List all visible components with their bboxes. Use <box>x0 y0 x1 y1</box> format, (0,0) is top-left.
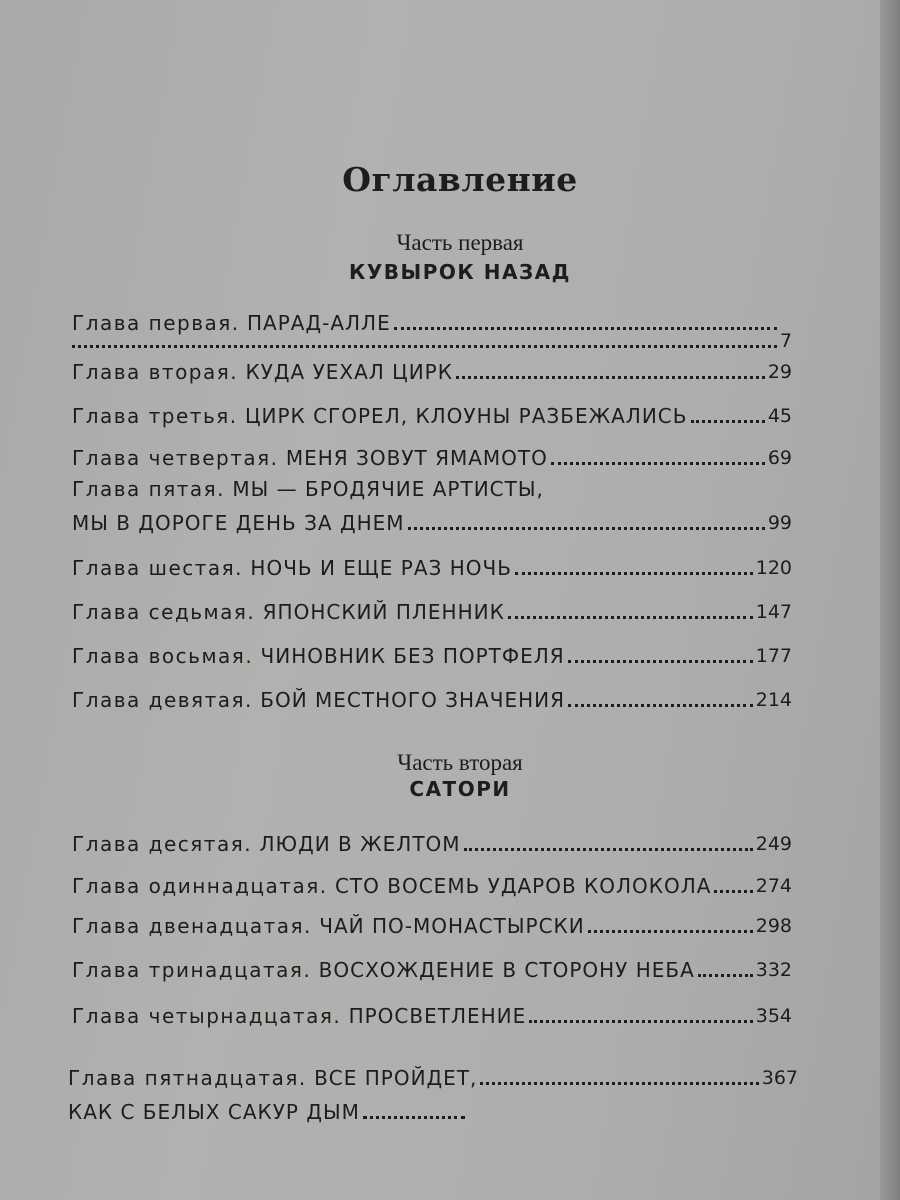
dot-leader <box>456 376 765 379</box>
chapter-prefix: Глава десятая. <box>72 832 253 856</box>
toc-entry-chapter-5 <box>72 477 792 535</box>
page-number: 120 <box>755 557 792 579</box>
page-number: 45 <box>767 405 792 427</box>
dot-leader <box>588 930 753 933</box>
page-number: 354 <box>755 1005 792 1027</box>
chapter-prefix: Глава пятая. <box>72 477 226 501</box>
chapter-title: БОЙ МЕСТНОГО ЗНАЧЕНИЯ <box>260 688 565 712</box>
chapter-title: МЫ — БРОДЯЧИЕ АРТИСТЫ, <box>232 477 544 501</box>
page-number: 332 <box>755 959 792 981</box>
page-number: 29 <box>767 361 792 383</box>
chapter-prefix: Глава восьмая. <box>72 644 254 668</box>
page-number: 99 <box>767 512 792 534</box>
page-number: 177 <box>755 645 792 667</box>
chapter-prefix: Глава четырнадцатая. <box>72 1004 342 1028</box>
dot-leader <box>363 1116 465 1119</box>
chapter-title-continued: КАК С БЕЛЫХ САКУР ДЫМ <box>68 1100 360 1124</box>
chapter-title: ЧАЙ ПО-МОНАСТЫРСКИ <box>319 914 585 938</box>
chapter-title: ВСЕ ПРОЙДЕТ, <box>314 1066 478 1090</box>
toc-entry-chapter-7 <box>72 600 792 624</box>
dot-leader <box>408 527 765 530</box>
dot-leader <box>698 974 753 977</box>
toc-entry-chapter-1-leader-line <box>72 329 792 353</box>
chapter-prefix: Глава пятнадцатая. <box>68 1066 307 1090</box>
chapter-title: КУДА УЕХАЛ ЦИРК <box>245 360 453 384</box>
dot-leader <box>568 660 753 663</box>
page-number: 7 <box>779 330 792 352</box>
dot-leader <box>508 616 753 619</box>
chapter-title: МЕНЯ ЗОВУТ ЯМАМОТО <box>285 446 548 470</box>
chapter-title: НОЧЬ И ЕЩЕ РАЗ НОЧЬ <box>250 556 512 580</box>
chapter-prefix: Глава вторая. <box>72 360 239 384</box>
chapter-title: ЯПОНСКИЙ ПЛЕННИК <box>262 600 505 624</box>
toc-entry-chapter-15 <box>68 1066 798 1124</box>
toc-entry-chapter-6 <box>72 556 792 580</box>
chapter-prefix: Глава тринадцатая. <box>72 958 312 982</box>
chapter-title: ЧИНОВНИК БЕЗ ПОРТФЕЛЯ <box>260 644 565 668</box>
chapter-prefix: Глава двенадцатая. <box>72 914 312 938</box>
dot-leader <box>714 890 752 893</box>
dot-leader <box>551 462 765 465</box>
chapter-title: ПАРАД-АЛЛЕ <box>247 311 391 335</box>
chapter-title: СТО ВОСЕМЬ УДАРОВ КОЛОКОЛА <box>334 874 712 898</box>
chapter-prefix: Глава одиннадцатая. <box>72 874 328 898</box>
chapter-prefix: Глава девятая. <box>72 688 253 712</box>
part-one-name: КУВЫРОК НАЗАД <box>349 260 571 284</box>
page-number: 274 <box>755 875 792 897</box>
chapter-title: ВОСХОЖДЕНИЕ В СТОРОНУ НЕБА <box>318 958 695 982</box>
toc-entry-chapter-4 <box>72 446 792 470</box>
chapter-prefix: Глава шестая. <box>72 556 244 580</box>
part-two-name: САТОРИ <box>409 777 511 801</box>
chapter-title: ПРОСВЕТЛЕНИЕ <box>348 1004 527 1028</box>
chapter-prefix: Глава первая. <box>72 311 240 335</box>
toc-entry-chapter-9 <box>72 688 792 712</box>
page-number: 214 <box>755 689 792 711</box>
toc-entry-chapter-13 <box>72 958 792 982</box>
toc-entry-chapter-11 <box>72 874 792 898</box>
part-two-label: Часть вторая <box>397 750 523 775</box>
chapter-title: ЦИРК СГОРЕЛ, КЛОУНЫ РАЗБЕЖАЛИСЬ <box>244 404 688 428</box>
dot-leader <box>529 1020 752 1023</box>
toc-entry-chapter-3 <box>72 404 792 428</box>
chapter-prefix: Глава третья. <box>72 404 238 428</box>
dot-leader <box>464 848 753 851</box>
dot-leader <box>515 572 753 575</box>
book-spine-edge <box>880 0 900 1200</box>
toc-entry-chapter-10 <box>72 832 792 856</box>
part-one-label: Часть первая <box>396 230 524 255</box>
toc-entry-chapter-2 <box>72 360 792 384</box>
page-title: Оглавление <box>342 160 578 199</box>
toc-entry-chapter-8 <box>72 644 792 668</box>
page-number: 147 <box>755 601 792 623</box>
chapter-title: ЛЮДИ В ЖЕЛТОМ <box>259 832 461 856</box>
dot-leader <box>568 704 753 707</box>
dot-leader <box>691 420 765 423</box>
toc-entry-chapter-14 <box>72 1004 792 1028</box>
dot-leader <box>72 345 777 348</box>
chapter-prefix: Глава седьмая. <box>72 600 256 624</box>
page-number: 298 <box>755 915 792 937</box>
page-number: 69 <box>767 447 792 469</box>
dot-leader <box>480 1082 758 1085</box>
chapter-title-continued: МЫ В ДОРОГЕ ДЕНЬ ЗА ДНЕМ <box>72 511 405 535</box>
chapter-prefix: Глава четвертая. <box>72 446 279 470</box>
page-number: 249 <box>755 833 792 855</box>
page-number: 367 <box>761 1067 798 1089</box>
toc-entry-chapter-12 <box>72 914 792 938</box>
